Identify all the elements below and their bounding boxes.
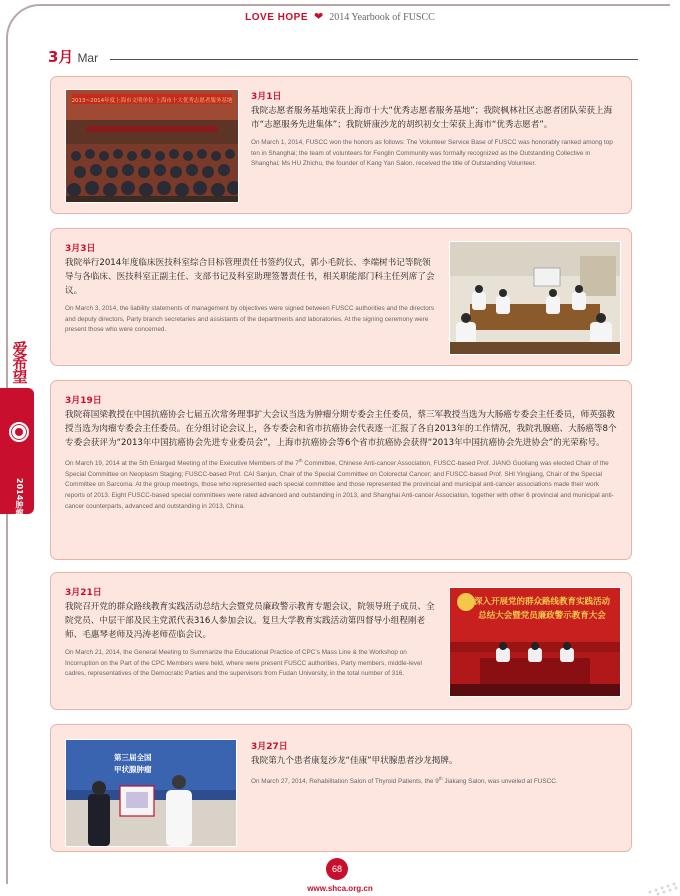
- entry-date: 3月19日: [65, 396, 102, 406]
- entry-photo-signing-ceremony: [449, 241, 621, 355]
- page-header: [0, 10, 680, 23]
- month-cn: 3月: [48, 48, 74, 66]
- entry-cn-text: 我院召开党的群众路线教育实践活动总结大会暨党员廉政警示教育专题会议，院领导班子成员、全院党员、中层干部及民主党派代表316人参加会议。复旦大学教育实践活动第四督导小组程刚老师、毛惠琴老师及冯涛老师莅临会议。: [65, 602, 435, 640]
- month-divider: [110, 59, 638, 60]
- website-url: www.shca.org.cn: [307, 884, 373, 893]
- yearbook-title: 2014 Yearbook of FUSCC: [329, 12, 435, 23]
- entry-text-mar-21: [65, 585, 439, 680]
- photo-banner-4-line2: 总结大会暨党员廉政警示教育大会: [478, 611, 606, 621]
- entry-en-text-sup: th: [438, 776, 443, 781]
- entry-date: 3月21日: [65, 588, 102, 598]
- entry-en-text: On March 1, 2014, FUSCC won the honors as follows: The Volunteer Service Base of FUSCC was honorably ranked among top ten in Shanghai; the team of volunteers for Fenglin Community was formally recognized as the Outstanding Collective in Shanghai; Ms HU Zhichu, the founder of Kang Yan Salon, received the title of Outstanding Volunteer.: [251, 139, 613, 168]
- entry-text-mar-1: [251, 89, 619, 170]
- entry-cn-text: 我院蒋国梁教授在中国抗癌协会七届五次常务理事扩大会议当选为肿瘤分期专委会主任委员，蔡三军教授当选为大肠癌专委会主任委员，师英强教授当选为肉瘤专委会主任委员。在分组讨论会议上，各专委会和省市抗癌协会代表逐一汇报了各自2013年的工作情况，我院乳腺癌、大肠癌等8个专委会获评为“2013年中国抗癌协会先进专业委员会”，上海市抗癌协会等6个省市抗癌协会获得“2013年中国抗癌协会先进协会”的光荣称号。: [65, 410, 617, 448]
- photo-banner-5-line1: 第三届全国: [114, 753, 152, 762]
- entry-en-text-part1: On March 19, 2014 at the 5th Enlarged Meeting of the Executive Members of the 7: [65, 460, 299, 468]
- entry-card-mar-21: [50, 572, 632, 710]
- love-hope-logo: 爱希望: [12, 340, 28, 386]
- entry-date: 3月27日: [251, 742, 288, 752]
- month-en: Mar: [77, 51, 99, 65]
- month-heading: [48, 46, 98, 67]
- entry-cn-text: 我院举行2014年度临床医技科室综合目标管理责任书签约仪式，郭小毛院长、李端树书记等院领导与各临床、医技科室正副主任、支部书记及科室助理签署责任书，相关职能部门科主任列席了会议。: [65, 258, 435, 296]
- entry-text-mar-19: [65, 393, 619, 512]
- entry-en-text: On March 21, 2014, the General Meeting to Summarize the Educational Practice of CPC’s Mass Line & the Workshop on Incorruption on the Part of the CPC Members were held, where were present FUSCC authorities, Party members, middle-level cadres, representatives of the Democratic Parties and the supervisors from Fudan University, in the total number of 316.: [65, 649, 422, 678]
- entry-photo-volunteer-award: [65, 89, 239, 203]
- entry-text-mar-3: [65, 241, 439, 336]
- entry-photo-party-meeting: [449, 587, 621, 697]
- heart-icon: ❤: [314, 10, 324, 23]
- entry-card-mar-19: [50, 380, 632, 560]
- entry-card-mar-27: [50, 724, 632, 852]
- entry-en-text: [251, 774, 619, 788]
- entry-cn-text: 我院第九个患者康复沙龙“佳康”甲状腺患者沙龙揭牌。: [251, 756, 458, 766]
- brand-title: LOVE HOPE: [245, 12, 309, 23]
- entry-en-text-sup: th: [298, 458, 303, 463]
- entry-card-mar-1: [50, 76, 632, 214]
- entry-photo-salon-unveiling: [65, 739, 237, 847]
- entry-en-text-part2: Jiakang Salon, was unveiled at FUSCC.: [442, 778, 558, 786]
- entry-date: 3月1日: [251, 92, 282, 102]
- photo-banner-5-line2: 甲状腺肿瘤: [114, 765, 152, 774]
- side-tab: [0, 330, 34, 570]
- hospital-emblem-icon: [9, 422, 29, 442]
- entry-text-mar-27: [251, 739, 619, 788]
- photo-banner-1: 2013~2014年度上海市文明单位 上海市十大优秀志愿者服务基地: [71, 98, 233, 104]
- entry-cn-text: 我院志愿者服务基地荣获上海市十大“优秀志愿者服务基地”；我院枫林社区志愿者团队荣获上海市“志愿服务先进集体”；我院妍康沙龙的胡织初女士荣获上海市“优秀志愿者”。: [251, 106, 613, 130]
- photo-banner-4-line1: 深入开展党的群众路线教育实践活动: [473, 597, 611, 607]
- entry-en-text: On March 3, 2014, the liability statements of management by objectives were signed between FUSCC authorities and the directors and deputy directors, Party branch secretaries and assistants of the departments and laboratories. At the signing ceremony were present those who were concerned.: [65, 305, 435, 334]
- entry-en-text: [65, 456, 619, 512]
- entry-card-mar-3: [50, 228, 632, 366]
- side-vertical-label: 2014肿瘤年报: [15, 478, 24, 533]
- entry-en-text-part1: On March 27, 2014, Rehabilitation Salon of Thyroid Patients, the 9: [251, 778, 439, 786]
- entry-date: 3月3日: [65, 244, 96, 254]
- corner-decoration: [600, 856, 680, 896]
- entry-en-text-part2: Committee, Chinese Anti-cancer Association, FUSCC-based Prof. JIANG Guoliang was elected Chair of the Special Committee on Neoplasm Staging; FUSCC-based Prof. CAI Sanjun, Chair of the Special Committee on Colorectal Cancer; and FUSCC-based Prof. SHI Yingjiang, Chair of the Special Committee on Sarcoma. At the group meetings, those who represented each special committee and those represented the provincial and municipal anti-cancer associations made their work reports of 2013. Eight FUSCC-based special committees were rated advanced and outstanding in 2013, and Shanghai Anti-cancer Association, together with other 6 provincial and municipal anti-cancer counterparts, advanced and outstanding in 2013, China.: [65, 460, 614, 510]
- page-number: 68: [326, 858, 348, 880]
